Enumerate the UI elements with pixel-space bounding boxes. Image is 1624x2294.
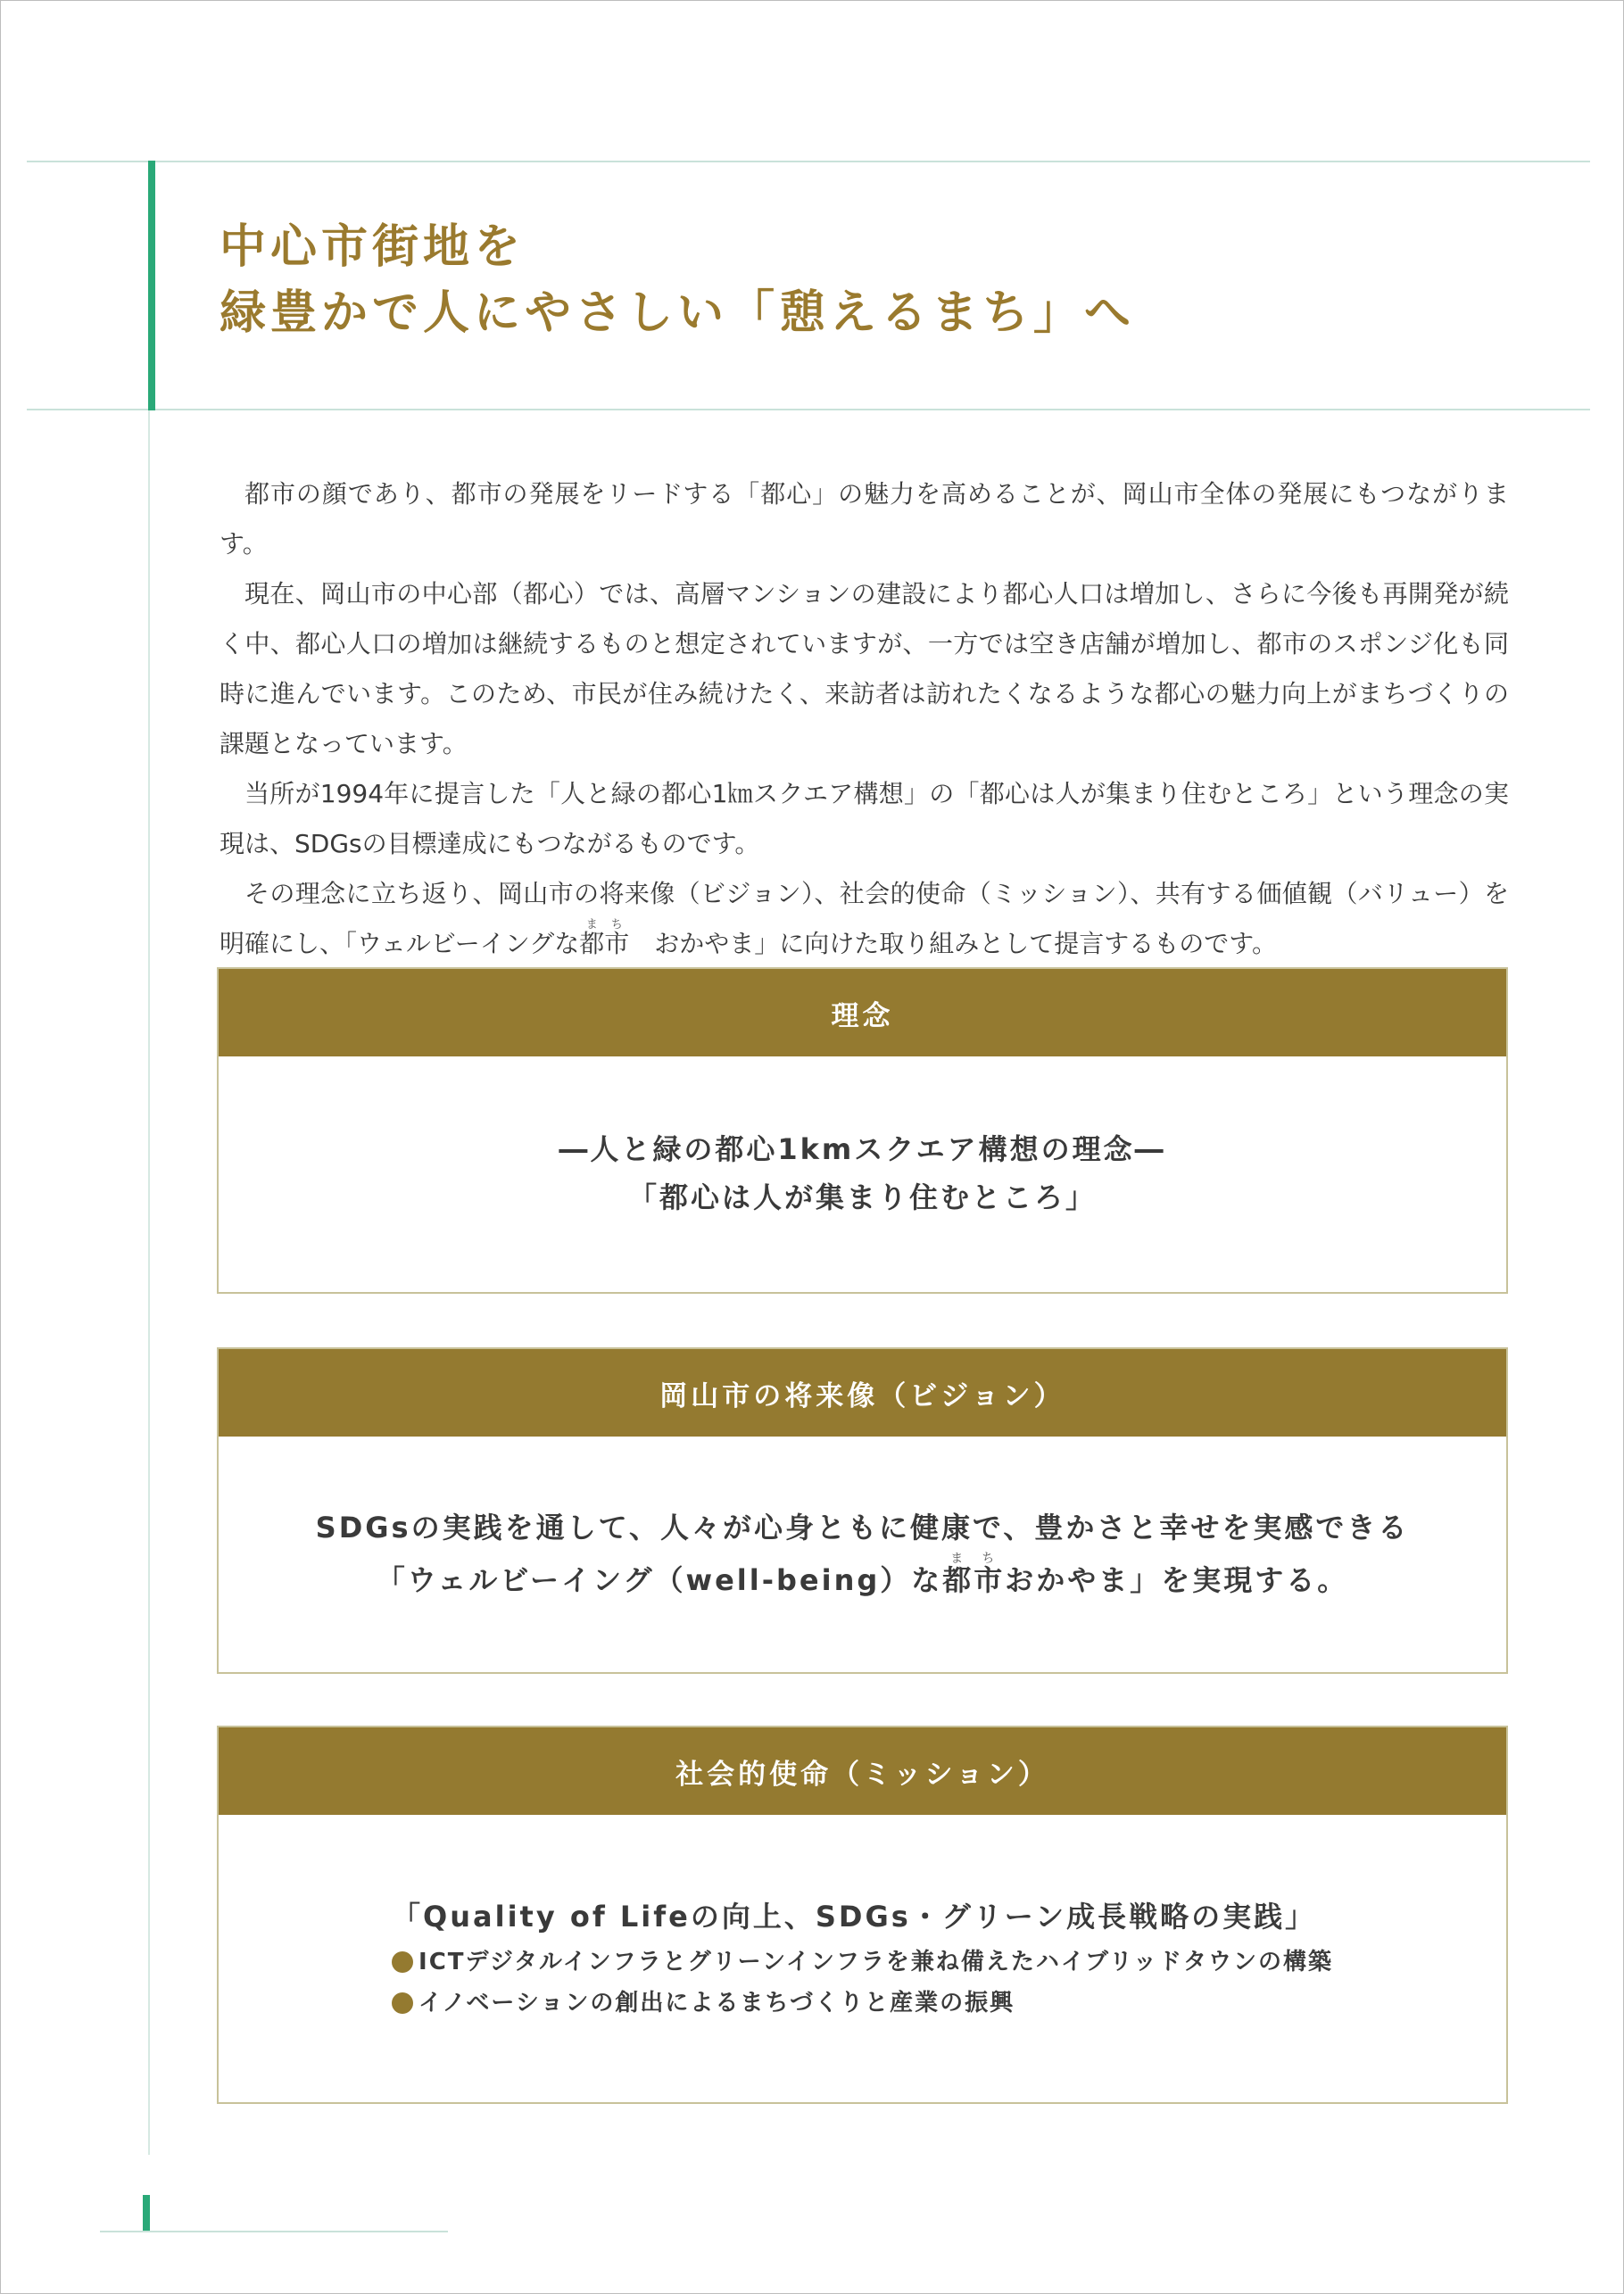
mission-bullet-2 <box>392 1983 1015 2024</box>
vision-heading: 岡山市の将来像（ビジョン） <box>219 1349 1506 1437</box>
mission-bullet-2-text: イノベーションの創出によるまちづくりと産業の振興 <box>418 1990 1015 2017</box>
vision-ruby-toshi <box>942 1551 1006 1597</box>
mission-main-text: 「Quality of Lifeの向上、SDGs・グリーン成長戦略の実践」 <box>392 1900 1317 1934</box>
page-title-line1: 中心市街地を <box>220 220 526 274</box>
mission-box <box>217 1726 1508 2104</box>
rinen-box <box>217 967 1508 1294</box>
bullet-dot-icon <box>392 1951 413 1973</box>
title-bottom-rule <box>27 409 1590 410</box>
mission-bullet-1 <box>392 1942 1333 1983</box>
intro-ruby-base: 都市 <box>579 929 630 958</box>
intro-paragraph-4 <box>220 869 1509 969</box>
intro-text <box>220 469 1509 969</box>
vision-box <box>217 1347 1508 1674</box>
mission-body <box>219 1815 1506 2100</box>
vision-ruby-text: まち <box>942 1551 1006 1566</box>
intro-paragraph-1: 都市の顔であり、都市の発展をリードする「都心」の魅力を高めることが、岡山市全体の発展にもつながります。 <box>220 479 1509 559</box>
vision-line-2-b: おかやま」を実現する。 <box>1005 1562 1349 1597</box>
intro-paragraph-2: 現在、岡山市の中心部（都心）では、高層マンションの建設により都心人口は増加し、さらに今後も再開発が続く中、都心人口の増加は継続するものと想定されていますが、一方では空き店舗が増加し、都市のスポンジ化も同時に進んでいます。このため、市民が住み続けたく、来訪者は訪れたくなるような都心の魅力向上がまちづくりの課題となっています。 <box>220 579 1509 758</box>
rinen-heading: 理念 <box>219 969 1506 1056</box>
rinen-line-1: ―人と緑の都心1kmスクエア構想の理念― <box>559 1132 1166 1166</box>
mission-bullet-1-text: ICTデジタルインフラとグリーンインフラを兼ね備えたハイブリッドタウンの構築 <box>418 1949 1333 1975</box>
intro-paragraph-4-b: おかやま」に向けた取り組みとして提言するものです。 <box>629 929 1277 958</box>
bullet-dot-icon <box>392 1992 413 2014</box>
intro-ruby-text: まち <box>579 918 630 932</box>
page-title <box>220 214 1135 346</box>
vision-line-2-a: 「ウェルビーイング（well-being）な <box>376 1562 943 1597</box>
mission-heading: 社会的使命（ミッション） <box>219 1727 1506 1815</box>
vision-line-2 <box>377 1552 1349 1604</box>
mission-content <box>392 1892 1333 2024</box>
intro-paragraph-4-a: その理念に立ち返り、岡山市の将来像（ビジョン）、社会的使命（ミッション）、共有する価値観（バリュー）を明確にし、「ウェルビーイングな <box>220 879 1509 958</box>
intro-paragraph-3: 当所が1994年に提言した「人と緑の都心1㎞スクエア構想」の「都心は人が集まり住むところ」という理念の実現は、SDGsの目標達成にもつながるものです。 <box>220 779 1509 858</box>
intro-ruby-toshi <box>579 918 630 958</box>
footer-rule <box>100 2231 448 2232</box>
title-accent-bar <box>148 161 155 410</box>
rinen-line-2: 「都心は人が集まり住むところ」 <box>627 1180 1097 1214</box>
top-rule <box>27 161 1590 162</box>
rinen-body <box>219 1056 1506 1290</box>
page-title-line2: 緑豊かで人にやさしい「憩えるまち」へ <box>220 286 1136 340</box>
vision-line-1: SDGsの実践を通して、人々が心身ともに健康で、豊かさと幸せを実感できる <box>315 1510 1410 1545</box>
vision-body <box>219 1437 1506 1670</box>
footer-accent-bar <box>143 2195 150 2232</box>
vision-ruby-base: 都市 <box>942 1562 1006 1597</box>
left-margin-rule <box>148 410 150 2155</box>
